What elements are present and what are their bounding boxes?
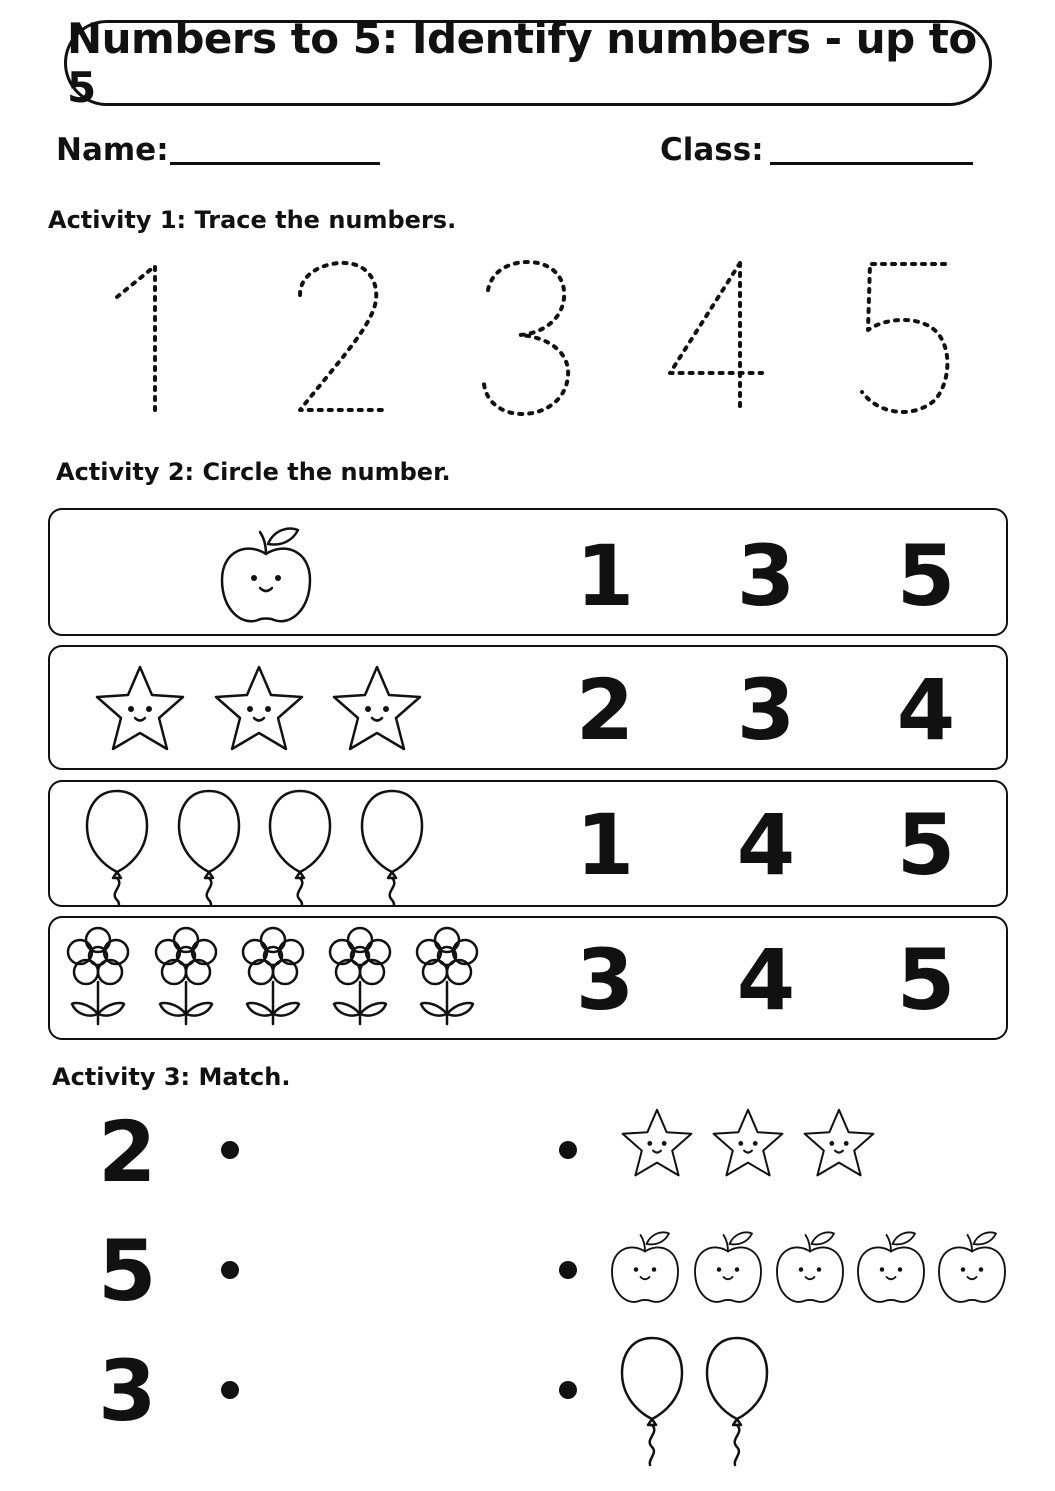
- page-title: Numbers to 5: Identify numbers - up to 5: [67, 14, 977, 112]
- apple-icon: [695, 1232, 761, 1302]
- balloon-icon: [87, 791, 147, 907]
- activity2-heading: Activity 2: Circle the number.: [56, 458, 451, 486]
- star-icon: [623, 1110, 692, 1176]
- class-field[interactable]: [770, 162, 973, 165]
- apple-icon: [612, 1232, 678, 1302]
- match-number-3: 3: [98, 1342, 157, 1440]
- row2-option-2[interactable]: 3: [736, 661, 796, 759]
- trace-digit-3: [484, 262, 568, 414]
- trace-digit-1: [117, 266, 155, 411]
- balloon-icon: [362, 791, 422, 907]
- class-label: Class:: [660, 132, 764, 168]
- flower-icon: [330, 928, 390, 1024]
- star-icon: [334, 667, 420, 749]
- star-icon: [216, 667, 302, 749]
- name-label: Name:: [56, 132, 169, 168]
- balloon-icon: [270, 791, 330, 907]
- match-left-dot-2[interactable]: [221, 1261, 239, 1279]
- row2-pictures: [48, 645, 1008, 770]
- apple-icon: [939, 1232, 1005, 1302]
- row1-option-1[interactable]: 1: [575, 527, 635, 625]
- row3-pictures: [48, 780, 1008, 907]
- row2-option-1[interactable]: 2: [575, 661, 635, 759]
- match-left-dot-1[interactable]: [221, 1141, 239, 1159]
- row1-option-2[interactable]: 3: [736, 527, 796, 625]
- match-left-dot-3[interactable]: [221, 1381, 239, 1399]
- row4-option-1[interactable]: 3: [575, 931, 635, 1029]
- row3-option-1[interactable]: 1: [575, 796, 635, 894]
- match-number-2: 5: [98, 1222, 157, 1320]
- title-banner: [64, 14, 992, 112]
- balloon-icon: [179, 791, 239, 907]
- star-icon: [805, 1110, 874, 1176]
- trace-digit-5: [862, 264, 947, 412]
- match-right-dot-3[interactable]: [559, 1381, 577, 1399]
- match-number-1: 2: [98, 1103, 157, 1201]
- star-icon: [714, 1110, 783, 1176]
- row4-option-2[interactable]: 4: [736, 931, 796, 1029]
- trace-digit-4: [670, 263, 762, 413]
- balloon-icon: [707, 1338, 767, 1465]
- match-right-dot-1[interactable]: [559, 1141, 577, 1159]
- flower-icon: [156, 928, 216, 1024]
- row4-option-3[interactable]: 5: [896, 931, 956, 1029]
- apple-icon: [858, 1232, 924, 1302]
- apple-icon: [222, 529, 310, 622]
- trace-numbers: [0, 240, 1055, 430]
- row3-option-2[interactable]: 4: [736, 796, 796, 894]
- name-field[interactable]: [170, 162, 380, 165]
- star-icon: [97, 667, 183, 749]
- flower-icon: [243, 928, 303, 1024]
- activity1-heading: Activity 1: Trace the numbers.: [48, 206, 457, 234]
- row1-option-3[interactable]: 5: [896, 527, 956, 625]
- trace-digit-2: [300, 263, 382, 410]
- flower-icon: [417, 928, 477, 1024]
- match-pictures: [590, 1095, 1030, 1475]
- balloon-icon: [622, 1338, 682, 1465]
- row1-pictures: [48, 508, 1008, 636]
- match-right-dot-2[interactable]: [559, 1261, 577, 1279]
- flower-icon: [68, 928, 128, 1024]
- row3-option-3[interactable]: 5: [896, 796, 956, 894]
- row4-pictures: [48, 916, 1008, 1040]
- activity3-heading: Activity 3: Match.: [52, 1063, 291, 1091]
- row2-option-3[interactable]: 4: [896, 661, 956, 759]
- apple-icon: [777, 1232, 843, 1302]
